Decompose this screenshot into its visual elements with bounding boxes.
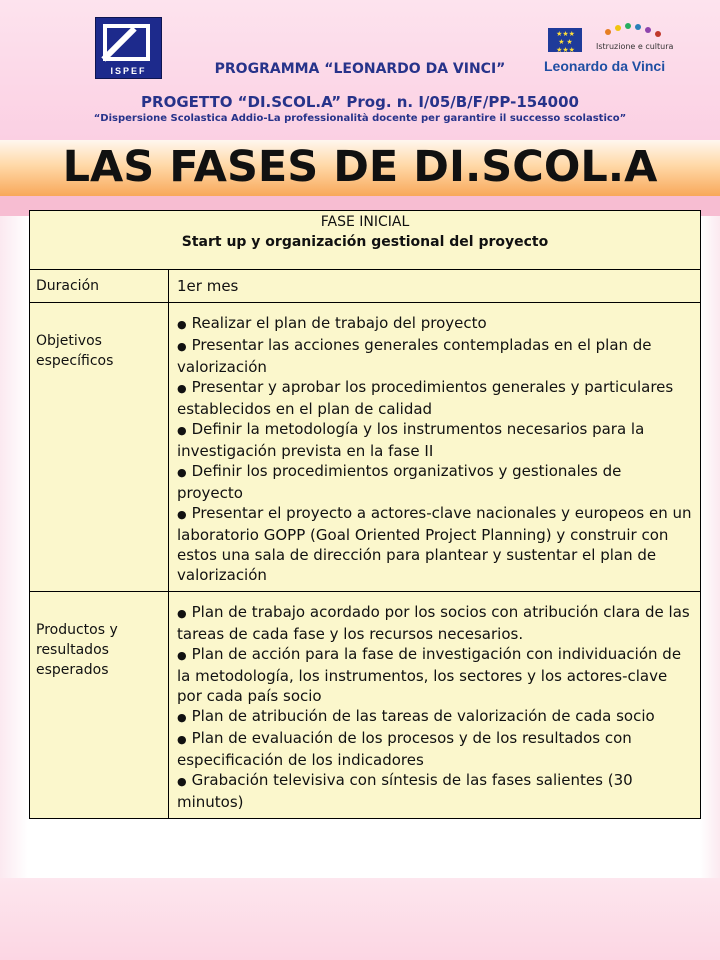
phase-subheading: Start up y organización gestional del proyecto (181, 234, 549, 250)
phase-heading: FASE INICIAL (320, 214, 410, 230)
project-heading: PROGETTO “DI.SCOL.A” Prog. n. I/05/B/F/PP-154000 (141, 93, 579, 111)
project-subtitle: “Dispersione Scolastica Addio-La professionalità docente per garantire il successo scolastico” (93, 113, 627, 124)
list-item: ● Presentar las acciones generales contempladas en el plan de valorización (177, 336, 652, 376)
table-row (30, 592, 701, 819)
table-heading-cell (30, 211, 701, 270)
bullet-icon: ● (177, 775, 187, 788)
list-item: ● Plan de trabajo acordado por los socios con atribución clara de las tareas de cada fase y los recursos necesarios. (177, 603, 690, 643)
bullet-icon: ● (177, 424, 187, 437)
phase-table (29, 210, 701, 819)
bullet-icon: ● (177, 340, 187, 353)
bullet-icon: ● (177, 382, 187, 395)
table-row (30, 270, 701, 303)
row-value-duration: 1er mes (169, 270, 701, 303)
list-item: ● Realizar el plan de trabajo del proyecto (177, 314, 487, 332)
page-title: LAS FASES DE DI.SCOL.A (62, 142, 658, 192)
list-item: ● Grabación televisiva con síntesis de las fases salientes (30 minutos) (177, 771, 633, 811)
objectives-list (177, 313, 692, 585)
list-item: ● Presentar y aprobar los procedimientos generales y particulares establecidos en el plan de calidad (177, 378, 674, 418)
row-label-objectives: Objetivos específicos (30, 303, 169, 592)
bullet-icon: ● (177, 607, 187, 620)
bullet-icon: ● (177, 466, 187, 479)
row-label-duration: Duración (30, 270, 169, 303)
programme-heading: PROGRAMMA “LEONARDO DA VINCI” (214, 61, 506, 77)
table-row (30, 303, 701, 592)
bullet-icon: ● (177, 318, 187, 331)
list-item: ● Presentar el proyecto a actores-clave nacionales y europeos en un laboratorio GOPP (Goal Oriented Project Planning) y construir con estos una sala de dirección para plantear y sustentar el plan de valorización (177, 504, 692, 584)
bullet-icon: ● (177, 508, 187, 521)
left-fade (0, 216, 28, 878)
right-fade (700, 216, 720, 878)
list-item: ● Plan de evaluación de los procesos y de los resultados con especificación de los indicadores (177, 729, 632, 769)
eu-flag-icon: ★ ★ ★ ★ ★ ★ ★ ★ (548, 28, 582, 52)
row-label-products: Productos y resultados esperados (30, 592, 169, 819)
leonardo-tagline: Istruzione e cultura (596, 42, 674, 51)
ispef-logo-text: ISPEF (110, 66, 147, 76)
row-value-products (169, 592, 701, 819)
footer-band (0, 878, 720, 960)
table-header-row (30, 211, 701, 270)
bullet-icon: ● (177, 733, 187, 746)
leonardo-swoosh-icon (596, 20, 674, 42)
leonardo-name: Leonardo da Vinci (544, 58, 666, 74)
list-item: ● Definir la metodología y los instrumentos necesarios para la investigación prevista en la fase II (177, 420, 645, 460)
bullet-icon: ● (177, 711, 187, 724)
row-value-objectives (169, 303, 701, 592)
bullet-icon: ● (177, 649, 187, 662)
list-item: ● Plan de atribución de las tareas de valorización de cada socio (177, 707, 655, 725)
list-item: ● Definir los procedimientos organizativos y gestionales de proyecto (177, 462, 622, 502)
list-item: ● Plan de acción para la fase de investigación con individuación de la metodología, los instrumentos, los sectores y los actores-clave por cada país socio (177, 645, 682, 705)
products-list (177, 602, 692, 812)
